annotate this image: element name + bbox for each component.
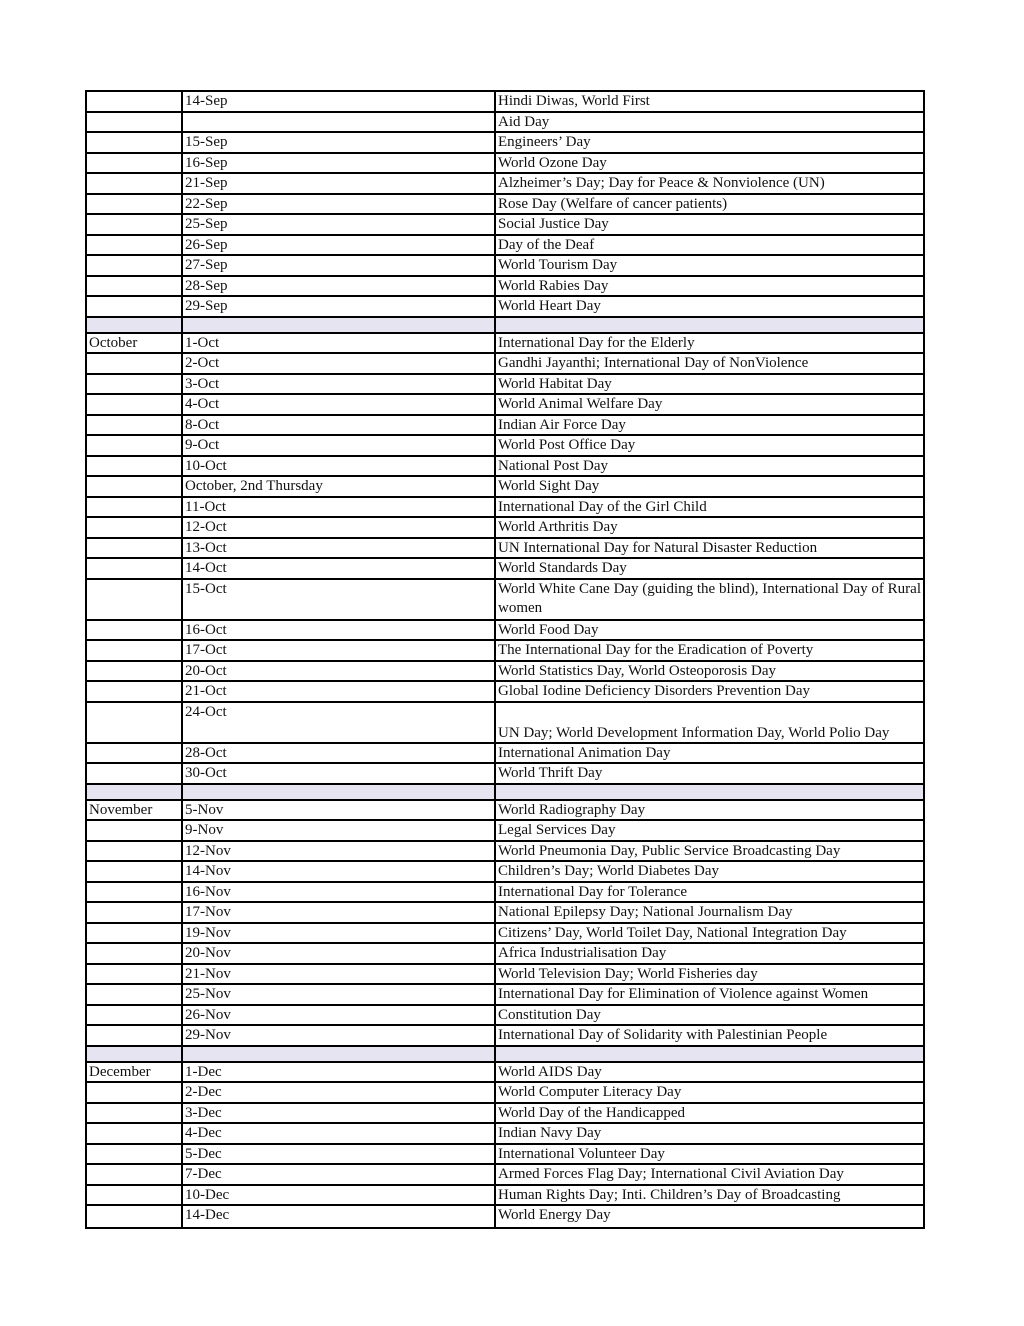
table-row (87, 215, 923, 236)
month-cell (87, 436, 183, 455)
table-row (87, 944, 923, 965)
table-row (87, 277, 923, 298)
month-cell (87, 682, 183, 701)
date-cell (183, 1047, 496, 1061)
month-cell (87, 1206, 183, 1227)
table-row (87, 985, 923, 1006)
month-cell (87, 1006, 183, 1025)
month-cell (87, 457, 183, 476)
event-cell: World Computer Literacy Day (498, 1084, 682, 1100)
month-cell (87, 744, 183, 763)
table-row (87, 436, 923, 457)
event-cell: World Sight Day (498, 478, 600, 494)
table-row (87, 924, 923, 945)
event-cell: Social Justice Day (498, 216, 609, 232)
table-row (87, 416, 923, 437)
month-cell (87, 498, 183, 517)
event-cell: Indian Air Force Day (498, 416, 626, 433)
date-cell: 29-Sep (183, 297, 496, 316)
table-row (87, 92, 923, 113)
date-cell: 14-Nov (183, 862, 496, 881)
month-cell (87, 195, 183, 214)
event-cell: Legal Services Day (498, 822, 616, 838)
date-cell: 15-Oct (183, 580, 496, 619)
table-row (87, 354, 923, 375)
table-row (87, 862, 923, 883)
date-cell: 14-Dec (183, 1206, 496, 1227)
event-cell: World Standards Day (498, 560, 627, 576)
date-cell (183, 785, 496, 799)
date-cell: 17-Nov (183, 903, 496, 922)
date-cell (183, 318, 496, 332)
event-cell: World Arthritis Day (498, 519, 618, 535)
date-cell: 2-Dec (183, 1083, 496, 1102)
event-cell: Aid Day (498, 113, 550, 130)
month-cell (87, 1165, 183, 1184)
table-row (87, 113, 923, 134)
date-cell: 14-Sep (183, 92, 496, 111)
event-cell: National Post Day (498, 457, 608, 474)
month-cell (87, 375, 183, 394)
event-cell: UN Day; World Development Information Day, World Polio Day (498, 724, 890, 741)
date-cell: 20-Oct (183, 662, 496, 681)
event-cell: UN International Day for Natural Disaster Reduction (498, 539, 818, 556)
table-row (87, 559, 923, 580)
event-cell: National Epilepsy Day; National Journalism Day (498, 904, 793, 920)
event-cell (496, 318, 923, 332)
table-row (87, 801, 923, 822)
date-cell: 16-Oct (183, 621, 496, 640)
date-cell: 8-Oct (183, 416, 496, 435)
month-cell (87, 641, 183, 660)
spacer-row (87, 318, 923, 334)
month-cell (87, 416, 183, 435)
month-cell (87, 518, 183, 537)
month-cell: October (87, 334, 183, 353)
date-cell: 29-Nov (183, 1026, 496, 1045)
table-row (87, 821, 923, 842)
event-cell: World Post Office Day (498, 437, 636, 453)
event-cell: World Animal Welfare Day (498, 396, 663, 412)
date-cell: 21-Oct (183, 682, 496, 701)
event-cell: Armed Forces Flag Day; International Civil Aviation Day (498, 1166, 844, 1182)
month-cell (87, 1026, 183, 1045)
month-cell (87, 477, 183, 496)
month-cell (87, 113, 183, 132)
table-row (87, 1026, 923, 1047)
date-cell: 11-Oct (183, 498, 496, 517)
date-cell: 14-Oct (183, 559, 496, 578)
month-cell (87, 297, 183, 316)
month-cell (87, 1047, 183, 1061)
date-cell: 15-Sep (183, 133, 496, 152)
date-cell: 12-Oct (183, 518, 496, 537)
date-cell: 9-Nov (183, 821, 496, 840)
date-cell: 4-Oct (183, 395, 496, 414)
date-cell: 4-Dec (183, 1124, 496, 1143)
event-cell: Human Rights Day; Inti. Children’s Day of Broadcasting (498, 1186, 841, 1203)
event-cell: International Day for the Elderly (498, 334, 695, 351)
event-cell: International Animation Day (498, 744, 671, 761)
table-row (87, 154, 923, 175)
table-row (87, 621, 923, 642)
event-cell: World Tourism Day (498, 257, 618, 273)
month-cell (87, 785, 183, 799)
date-cell: 19-Nov (183, 924, 496, 943)
table-row (87, 1083, 923, 1104)
event-cell: Indian Navy Day (498, 1125, 602, 1141)
date-cell: 10-Dec (183, 1186, 496, 1205)
date-cell: 28-Oct (183, 744, 496, 763)
date-cell: 28-Sep (183, 277, 496, 296)
event-cell: Day of the Deaf (498, 236, 595, 253)
table-row (87, 1063, 923, 1084)
month-cell (87, 821, 183, 840)
event-cell: International Day for Elimination of Violence against Women (498, 986, 869, 1002)
table-row (87, 477, 923, 498)
event-cell: Africa Industrialisation Day (498, 945, 667, 961)
month-cell (87, 174, 183, 193)
table-row (87, 174, 923, 195)
month-cell (87, 133, 183, 152)
month-cell (87, 580, 183, 619)
event-cell: International Day for Tolerance (498, 883, 688, 900)
table-row (87, 236, 923, 257)
date-cell: 16-Sep (183, 154, 496, 173)
table-row (87, 195, 923, 216)
event-cell: World Thrift Day (498, 765, 603, 781)
month-cell (87, 944, 183, 963)
month-cell (87, 621, 183, 640)
date-cell: 1-Oct (183, 334, 496, 353)
date-cell: 20-Nov (183, 944, 496, 963)
table-row (87, 256, 923, 277)
event-cell: Rose Day (Welfare of cancer patients) (498, 195, 728, 212)
table-row (87, 457, 923, 478)
table-row (87, 744, 923, 765)
date-cell: October, 2nd Thursday (183, 477, 496, 496)
table-row (87, 662, 923, 683)
date-cell: 1-Dec (183, 1063, 496, 1082)
month-cell (87, 395, 183, 414)
date-cell: 30-Oct (183, 764, 496, 783)
event-cell: World Statistics Day, World Osteoporosis Day (498, 662, 776, 679)
table-row (87, 375, 923, 396)
date-cell: 25-Sep (183, 215, 496, 234)
month-cell (87, 1145, 183, 1164)
event-cell (496, 785, 923, 799)
table-row (87, 133, 923, 154)
date-cell: 13-Oct (183, 539, 496, 558)
event-cell: Global Iodine Deficiency Disorders Prevention Day (498, 683, 810, 699)
event-cell: Gandhi Jayanthi; International Day of NonViolence (498, 355, 809, 371)
month-cell (87, 277, 183, 296)
month-cell (87, 318, 183, 332)
spacer-row (87, 1047, 923, 1063)
table-row (87, 498, 923, 519)
month-cell (87, 1104, 183, 1123)
month-cell: November (87, 801, 183, 820)
event-cell: World Food Day (498, 621, 599, 638)
date-cell: 17-Oct (183, 641, 496, 660)
date-cell (183, 113, 496, 132)
month-cell (87, 662, 183, 681)
month-cell (87, 924, 183, 943)
table-row (87, 334, 923, 355)
month-cell (87, 1124, 183, 1143)
table-row (87, 682, 923, 703)
date-cell: 21-Nov (183, 965, 496, 984)
table-row (87, 641, 923, 662)
date-cell: 12-Nov (183, 842, 496, 861)
month-cell (87, 559, 183, 578)
event-cell: World Pneumonia Day, Public Service Broadcasting Day (498, 842, 841, 859)
date-cell: 10-Oct (183, 457, 496, 476)
month-cell (87, 539, 183, 558)
event-cell: World Rabies Day (498, 277, 609, 294)
table-row (87, 1165, 923, 1186)
table-row (87, 764, 923, 785)
table-row (87, 518, 923, 539)
table-row (87, 1186, 923, 1207)
month-cell (87, 842, 183, 861)
table-row (87, 1104, 923, 1125)
table-row (87, 539, 923, 560)
month-cell (87, 764, 183, 783)
event-cell: Alzheimer’s Day; Day for Peace & Nonviolence (UN) (498, 175, 825, 191)
month-cell (87, 965, 183, 984)
month-cell (87, 354, 183, 373)
date-cell: 22-Sep (183, 195, 496, 214)
date-cell: 27-Sep (183, 256, 496, 275)
event-cell: Engineers’ Day (498, 134, 591, 150)
month-cell (87, 703, 183, 742)
month-cell (87, 903, 183, 922)
month-cell (87, 1083, 183, 1102)
month-cell: December (87, 1063, 183, 1082)
table-row (87, 883, 923, 904)
date-cell: 25-Nov (183, 985, 496, 1004)
month-cell (87, 985, 183, 1004)
date-cell: 5-Dec (183, 1145, 496, 1164)
event-cell: World AIDS Day (498, 1063, 602, 1080)
spacer-row (87, 785, 923, 801)
table-row (87, 842, 923, 863)
table-row (87, 1006, 923, 1027)
date-cell: 26-Nov (183, 1006, 496, 1025)
date-cell: 21-Sep (183, 174, 496, 193)
date-cell: 9-Oct (183, 436, 496, 455)
event-cell: International Day of the Girl Child (498, 498, 707, 515)
month-cell (87, 1186, 183, 1205)
table-row (87, 1206, 923, 1227)
event-cell: Constitution Day (498, 1006, 601, 1023)
event-cell (496, 1047, 923, 1061)
table-row (87, 1145, 923, 1166)
event-cell: World Ozone Day (498, 154, 607, 171)
event-cell: Hindi Diwas, World First (498, 93, 650, 109)
table-row (87, 297, 923, 318)
event-cell: International Day of Solidarity with Palestinian People (498, 1027, 828, 1043)
date-cell: 24-Oct (183, 703, 496, 742)
table-row (87, 703, 923, 744)
event-cell: World Habitat Day (498, 375, 612, 392)
event-cell: Children’s Day; World Diabetes Day (498, 863, 719, 879)
event-cell: Citizens’ Day, World Toilet Day, National Integration Day (498, 924, 847, 941)
date-cell: 3-Oct (183, 375, 496, 394)
date-cell: 16-Nov (183, 883, 496, 902)
date-cell: 7-Dec (183, 1165, 496, 1184)
table-row (87, 395, 923, 416)
date-cell: 5-Nov (183, 801, 496, 820)
table-row (87, 1124, 923, 1145)
month-cell (87, 236, 183, 255)
event-cell: The International Day for the Eradication of Poverty (498, 642, 814, 658)
table-row (87, 903, 923, 924)
table-row (87, 965, 923, 986)
table-row (87, 580, 923, 621)
month-cell (87, 883, 183, 902)
month-cell (87, 154, 183, 173)
month-cell (87, 862, 183, 881)
month-cell (87, 215, 183, 234)
event-cell: World Television Day; World Fisheries day (498, 965, 758, 982)
event-cell: World Energy Day (498, 1207, 611, 1223)
days-table (85, 90, 925, 1229)
event-cell: International Volunteer Day (498, 1145, 665, 1162)
date-cell: 2-Oct (183, 354, 496, 373)
event-cell: World White Cane Day (guiding the blind), International Day of Rural women (498, 580, 921, 616)
month-cell (87, 256, 183, 275)
month-cell (87, 92, 183, 111)
date-cell: 26-Sep (183, 236, 496, 255)
date-cell: 3-Dec (183, 1104, 496, 1123)
event-cell: World Day of the Handicapped (498, 1104, 686, 1121)
event-cell: World Radiography Day (498, 801, 646, 818)
event-cell: World Heart Day (498, 298, 601, 314)
